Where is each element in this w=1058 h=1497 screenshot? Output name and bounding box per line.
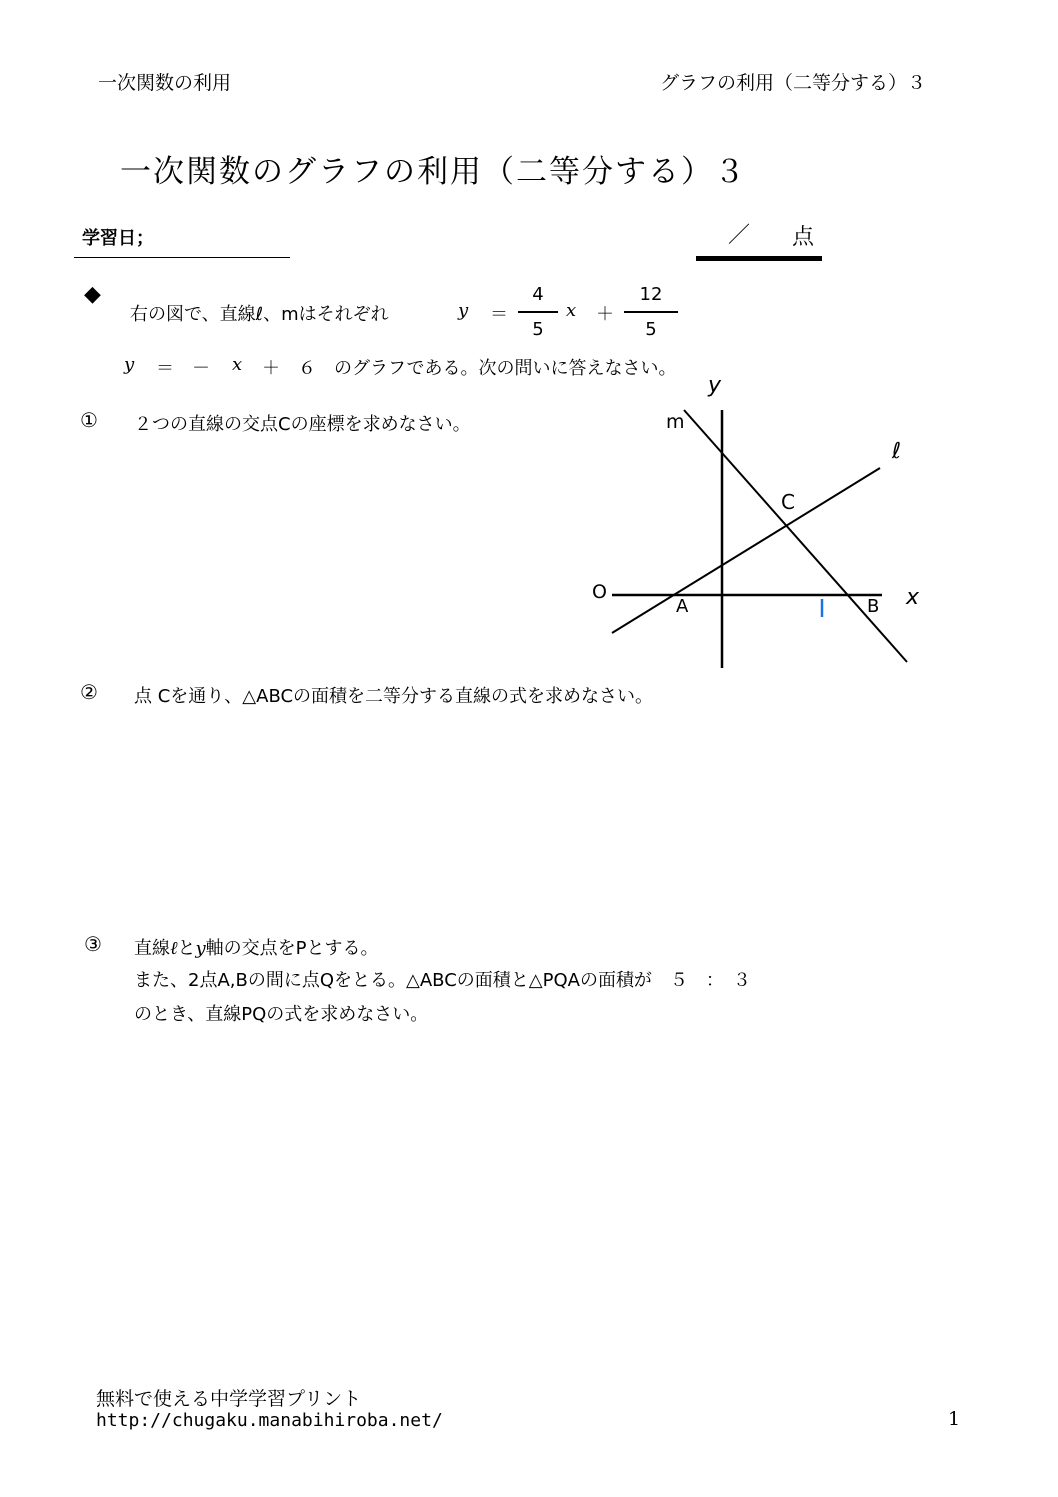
score-slash: ／ bbox=[728, 223, 751, 248]
intro-line2-end: ＋ ６ のグラフである。次の問いに答えなさい。 bbox=[262, 358, 677, 379]
x-axis-label: x bbox=[906, 585, 920, 610]
fraction-intercept bbox=[624, 284, 678, 340]
page-number: 1 bbox=[948, 1408, 961, 1430]
intro-line2-mid: ＝ － bbox=[156, 358, 210, 379]
fraction-slope bbox=[518, 284, 558, 340]
point-b-label: B bbox=[867, 596, 880, 617]
point-c-label: C bbox=[781, 490, 795, 514]
fraction-intercept-den: 5 bbox=[645, 319, 657, 340]
line-m-label: m bbox=[666, 411, 685, 433]
question-1-text: ２つの直線の交点Cの座標を求めなさい。 bbox=[134, 414, 471, 435]
fraction-slope-bar bbox=[518, 311, 558, 313]
point-a-label: A bbox=[676, 596, 689, 617]
study-date-label: 学習日； bbox=[82, 228, 154, 249]
intro-line1-text: 右の図で、直線ℓ、mはそれぞれ bbox=[130, 304, 389, 325]
line-l bbox=[612, 468, 880, 633]
question-3-number: ③ bbox=[84, 932, 102, 956]
line-l-label: ℓ bbox=[892, 439, 902, 464]
footer-line1: 無料で使える中学学習プリント bbox=[96, 1388, 362, 1410]
y-axis-label: y bbox=[708, 373, 722, 398]
question-2-text: 点 Cを通り、△ABCの面積を二等分する直線の式を求めなさい。 bbox=[134, 686, 654, 707]
fraction-intercept-bar bbox=[624, 311, 678, 313]
q3-line-l: ℓ bbox=[170, 938, 178, 959]
footer-url[interactable]: http://chugaku.manabihiroba.net/ bbox=[96, 1410, 443, 1431]
question-2-number: ② bbox=[80, 680, 98, 704]
q3-text-c: 軸の交点をPとする。 bbox=[205, 938, 379, 959]
q3-y: y bbox=[195, 938, 206, 959]
header-right: グラフの利用（二等分する）３ bbox=[660, 72, 927, 94]
graph-figure bbox=[580, 370, 940, 680]
page-title: 一次関数のグラフの利用（二等分する）３ bbox=[120, 154, 747, 190]
intro-plus: ＋ bbox=[596, 304, 614, 325]
question-3-line3: のとき、直線PQの式を求めなさい。 bbox=[134, 1004, 429, 1025]
fraction-slope-num: 4 bbox=[532, 284, 544, 305]
origin-label: O bbox=[592, 581, 607, 603]
header-left: 一次関数の利用 bbox=[98, 72, 232, 94]
question-3-line2: また、2点A,Bの間に点Qをとる。△ABCの面積と△PQAの面積が ５ ： ３ bbox=[134, 970, 751, 991]
intro-line2-x: x bbox=[232, 354, 243, 375]
study-date-underline bbox=[74, 257, 290, 258]
q3-text-a: 直線 bbox=[134, 938, 170, 959]
q3-text-b: と bbox=[177, 938, 196, 959]
score-unit: 点 bbox=[792, 225, 815, 250]
intro-y: y bbox=[458, 300, 469, 321]
question-3-line1 bbox=[134, 934, 379, 960]
score-underline bbox=[696, 256, 822, 261]
intro-line2-y: y bbox=[124, 354, 135, 375]
fraction-slope-den: 5 bbox=[532, 319, 544, 340]
intro-eq: ＝ bbox=[490, 304, 508, 325]
fraction-intercept-num: 12 bbox=[639, 284, 663, 305]
question-1-number: ① bbox=[80, 408, 98, 432]
bullet-icon: ◆ bbox=[84, 282, 101, 307]
line-m bbox=[684, 410, 907, 662]
intro-x: x bbox=[566, 300, 577, 321]
